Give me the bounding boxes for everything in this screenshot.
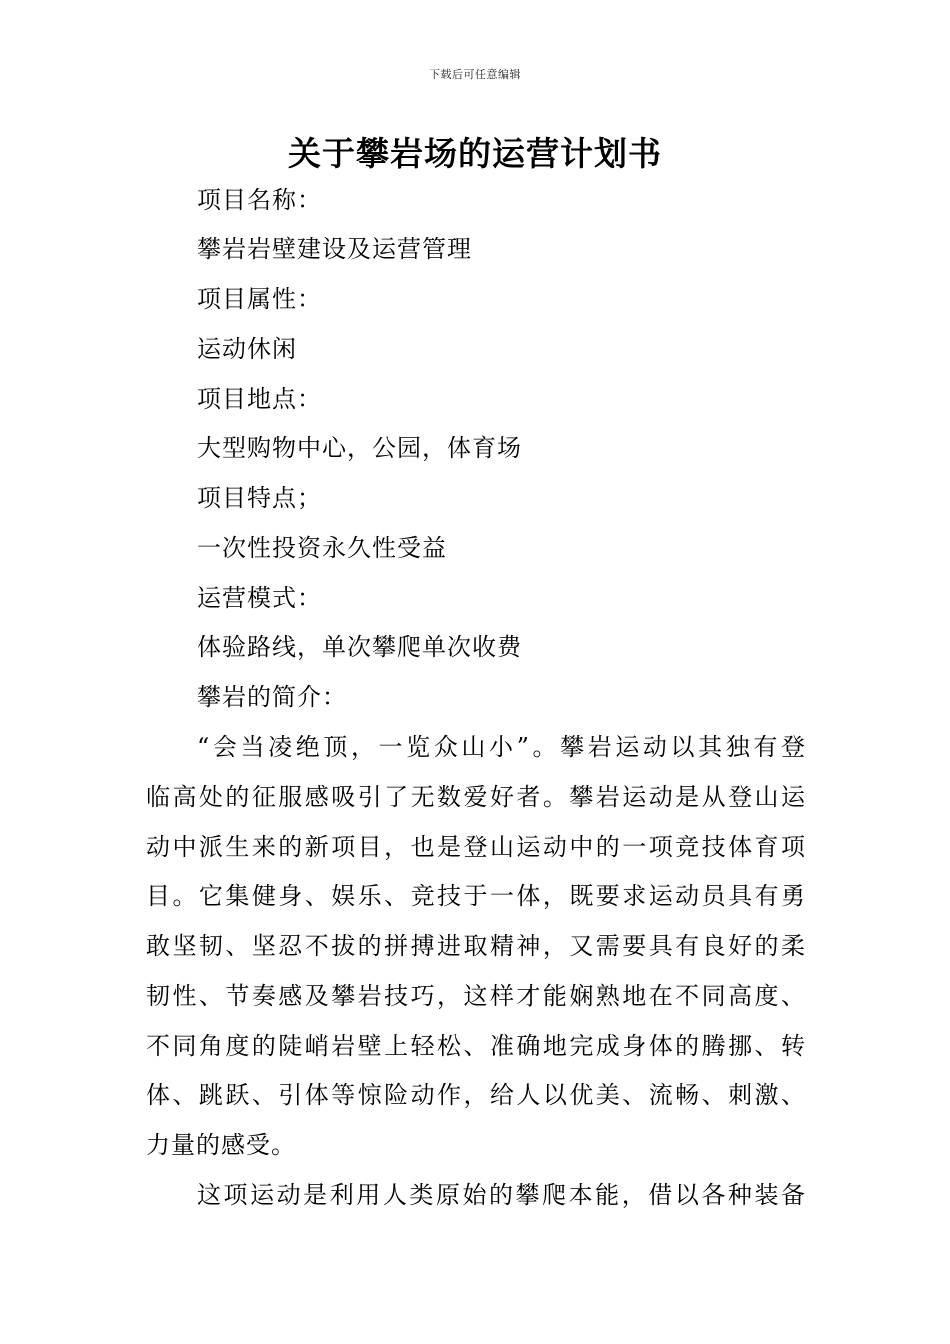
field-label-operation-mode: 运营模式： bbox=[197, 584, 322, 612]
paragraph-2-line: 这项运动是利用人类原始的攀爬本能，借以各种装备 bbox=[197, 1181, 806, 1209]
paragraph-1-line: 不同角度的陡峭岩壁上轻松、准确地完成身体的腾挪、转 bbox=[146, 1032, 806, 1060]
field-label-project-feature: 项目特点； bbox=[197, 484, 322, 512]
paragraph-1-line: 体、跳跃、引体等惊险动作，给人以优美、流畅、刺激、 bbox=[146, 1081, 806, 1109]
paragraph-1-line: 韧性、节奏感及攀岩技巧，这样才能娴熟地在不同高度、 bbox=[146, 982, 806, 1010]
intro-heading: 攀岩的简介： bbox=[197, 683, 347, 711]
field-label-project-location: 项目地点： bbox=[197, 385, 322, 413]
document-title: 关于攀岩场的运营计划书 bbox=[288, 134, 662, 173]
field-value-project-attribute: 运动休闲 bbox=[197, 335, 297, 363]
field-value-operation-mode: 体验路线，单次攀爬单次收费 bbox=[197, 633, 522, 661]
paragraph-1-line: “会当凌绝顶，一览众山小”。攀岩运动以其独有登 bbox=[197, 733, 806, 761]
field-label-project-attribute: 项目属性： bbox=[197, 285, 322, 313]
paragraph-1-line: 临高处的征服感吸引了无数爱好者。攀岩运动是从登山运 bbox=[146, 783, 806, 811]
field-value-project-name: 攀岩岩壁建设及运营管理 bbox=[197, 235, 472, 263]
paragraph-1-line: 敢坚韧、坚忍不拔的拼搏进取精神，又需要具有良好的柔 bbox=[146, 932, 806, 960]
paragraph-1-line: 力量的感受。 bbox=[146, 1131, 296, 1159]
field-label-project-name: 项目名称： bbox=[197, 186, 322, 214]
paragraph-1-line: 动中派生来的新项目，也是登山运动中的一项竞技体育项 bbox=[146, 833, 806, 861]
field-value-project-feature: 一次性投资永久性受益 bbox=[197, 534, 447, 562]
header-note: 下载后可任意编辑 bbox=[429, 68, 521, 81]
paragraph-1-line: 目。它集健身、娱乐、竞技于一体，既要求运动员具有勇 bbox=[146, 882, 806, 910]
field-value-project-location: 大型购物中心，公园，体育场 bbox=[197, 434, 522, 462]
